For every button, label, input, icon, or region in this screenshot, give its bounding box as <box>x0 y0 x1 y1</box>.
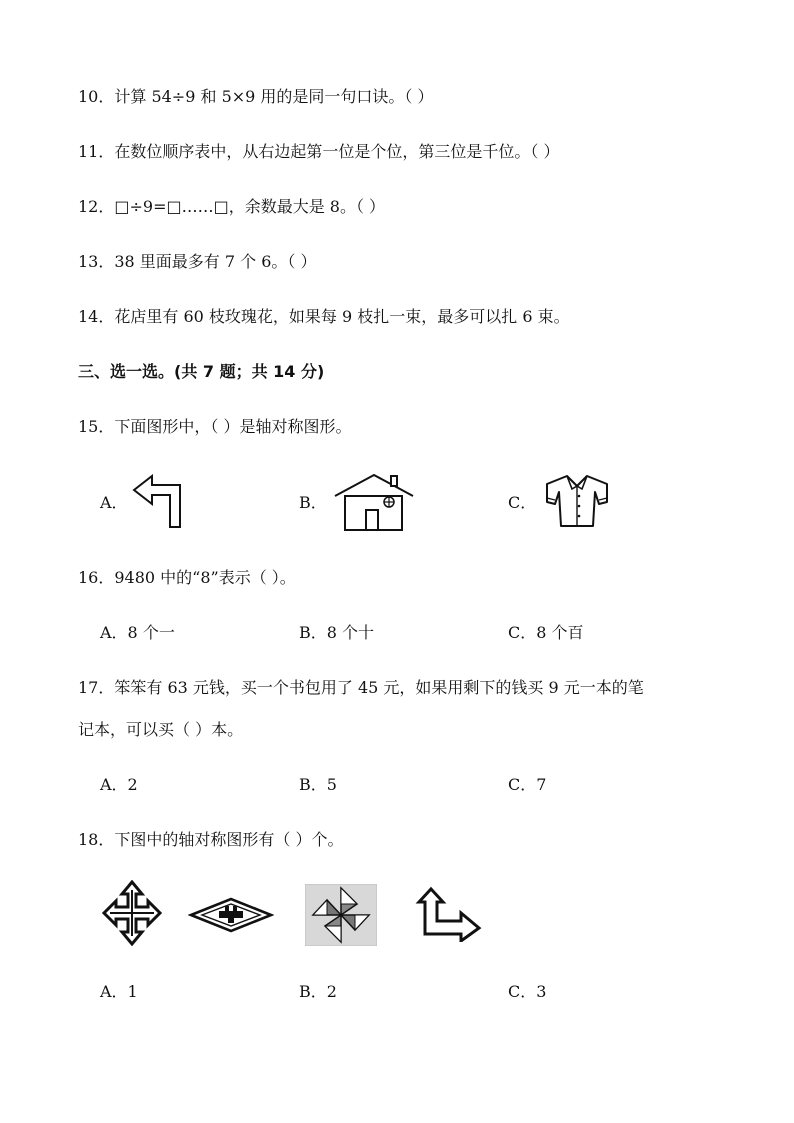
q17-option-a: A．2 <box>100 775 138 794</box>
q16-option-a: A．8 个一 <box>100 623 175 642</box>
q18-option-a: A．1 <box>100 982 138 1001</box>
diamond-icon <box>188 896 274 934</box>
question-16: 16．9480 中的“8”表示（ ）。 <box>78 568 296 587</box>
four-way-arrow-icon <box>102 880 162 946</box>
q15-option-a-label: A． <box>100 493 128 512</box>
question-13: 13．38 里面最多有 7 个 6。（ ） <box>78 252 317 271</box>
question-15: 15．下面图形中，（ ）是轴对称图形。 <box>78 417 352 436</box>
shirt-icon <box>545 472 609 530</box>
q18-option-c: C．3 <box>508 982 547 1001</box>
bent-arrow-icon <box>415 886 483 942</box>
q18-option-b: B．2 <box>299 982 337 1001</box>
pinwheel-icon <box>305 884 377 946</box>
question-14: 14．花店里有 60 枝玫瑰花，如果每 9 枝扎一束，最多可以扎 6 束。 <box>78 307 570 326</box>
question-17-line-1: 17．笨笨有 63 元钱，买一个书包用了 45 元，如果用剩下的钱买 9 元一本的笔 <box>78 678 644 697</box>
question-10: 10．计算 54÷9 和 5×9 用的是同一句口诀。（ ） <box>78 87 434 106</box>
question-18: 18．下图中的轴对称图形有（ ）个。 <box>78 830 344 849</box>
turn-left-arrow-icon <box>132 474 184 530</box>
question-11: 11．在数位顺序表中，从右边起第一位是个位，第三位是千位。（ ） <box>78 142 560 161</box>
question-17-line-2: 记本，可以买（ ）本。 <box>78 720 244 739</box>
question-12: 12．□÷9=□……□，余数最大是 8。（ ） <box>78 197 386 216</box>
q15-option-c-label: C． <box>508 493 537 512</box>
q16-option-b: B．8 个十 <box>299 623 375 642</box>
q17-option-b: B．5 <box>299 775 337 794</box>
q15-option-b-label: B． <box>299 493 327 512</box>
q17-option-c: C．7 <box>508 775 547 794</box>
section-heading: 三、选一选。(共 7 题；共 14 分) <box>78 362 325 381</box>
house-icon <box>333 472 415 532</box>
q16-option-c: C．8 个百 <box>508 623 584 642</box>
